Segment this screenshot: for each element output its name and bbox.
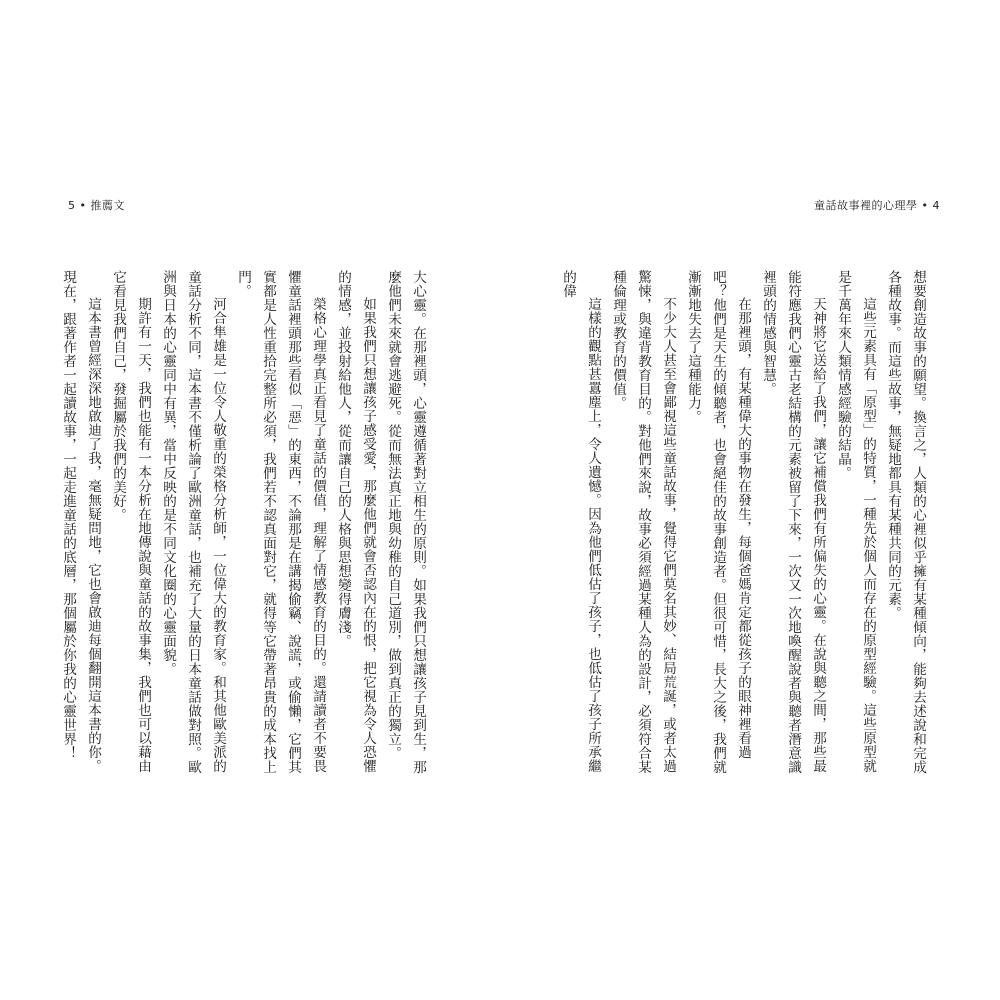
left-paragraph-1: 大心靈。在那裡頭，心靈遵循著對立相生的原則。如果我們只想讓孩子見到生，那麼他們未來就會逃避死。從而無法真正地與幼稚的自己道別，做到真正的獨立。 xyxy=(385,270,426,774)
right-running-head: 童話故事裡的心理學 • 4 xyxy=(814,199,940,212)
left-paragraph-3: 榮格心理學真正看見了童話的價值，理解了情感教育的目的。還請讀者不要畏懼童話裡頭那些看似「惡」的東西，不論那是在講揭偷竊、說謊，或偷懶，它們其實都是人性重拾完整所必須，我們若不認真面對它，就得等它帶著昂貴的成本找上門。 xyxy=(235,270,326,774)
right-paragraph-1: 想要創造故事的願望。換言之，人類的心裡似乎擁有某種傾向，能夠去述說和完成各種故事。而這些故事，無疑地都具有某種共同的元素。 xyxy=(885,270,926,774)
left-running-head: 5 • 推薦文 xyxy=(68,199,125,212)
right-paragraph-2: 這些元素具有「原型」的特質，一種先於個人而存在的原型經驗。這些原型就是千萬年來人類情感經驗的結晶。 xyxy=(835,270,876,774)
right-paragraph-6: 這樣的觀點甚囂塵上，令人遺憾。因為他們低估了孩子，也低估了孩子所承繼的偉 xyxy=(560,270,601,774)
left-paragraph-6: 這本書曾經深深地啟迪了我，毫無疑問地，它也會啟迪每個翻開這本書的你。現在，跟著作者一起讀故事，一起走進童話的底層，那個屬於你我的心靈世界！ xyxy=(60,270,101,774)
right-paragraph-5: 不少大人甚至會鄙視這些童話故事，覺得它們莫名其妙、結局荒誕，或者太過驚悚，與違背教育目的。對他們來說，故事必須經過某種人為的設計，必須符合某種倫理或教育的價值。 xyxy=(610,270,676,774)
left-body-text xyxy=(30,270,430,775)
right-paragraph-4: 在那裡頭，有某種偉大的事物在發生，每個爸媽肯定都從孩子的眼神裡看過吧？他們是天生的傾聽者，也會絕佳的故事創造者。但很可惜，長大之後，我們就漸漸地失去了這種能力。 xyxy=(685,270,751,774)
left-paragraph-4: 河合隼雄是一位令人敬重的榮格分析師，一位偉大的教育家。和其他歐美派的童話分析不同，這本書不僅析論了歐洲童話，也補充了大量的日本童話做對照。歐洲與日本的心靈同中有異，當中反映的是不同文化圈的心靈面貌。 xyxy=(160,270,226,774)
right-page xyxy=(500,0,1000,1000)
right-paragraph-3: 天神將它送給了我們，讓它補償我們有所偏失的心靈。在說與聽之間，那些最能符應我們心靈古老結構的元素被留了下來，一次又一次地喚醒說者與聽者潛意識裡頭的情感與智慧。 xyxy=(760,270,826,774)
right-body-text xyxy=(550,270,930,775)
left-paragraph-5: 期許有一天，我們也能有一本分析在地傳說與童話的故事集，我們也可以藉由它看見我們自己，發掘屬於我們的美好。 xyxy=(110,270,151,774)
left-paragraph-2: 如果我們只想讓孩子感受愛，那麼他們就會否認內在的恨，把它視為令人恐懼的情感，並投射給他人，從而讓自己的人格與思想變得膚淺。 xyxy=(335,270,376,774)
